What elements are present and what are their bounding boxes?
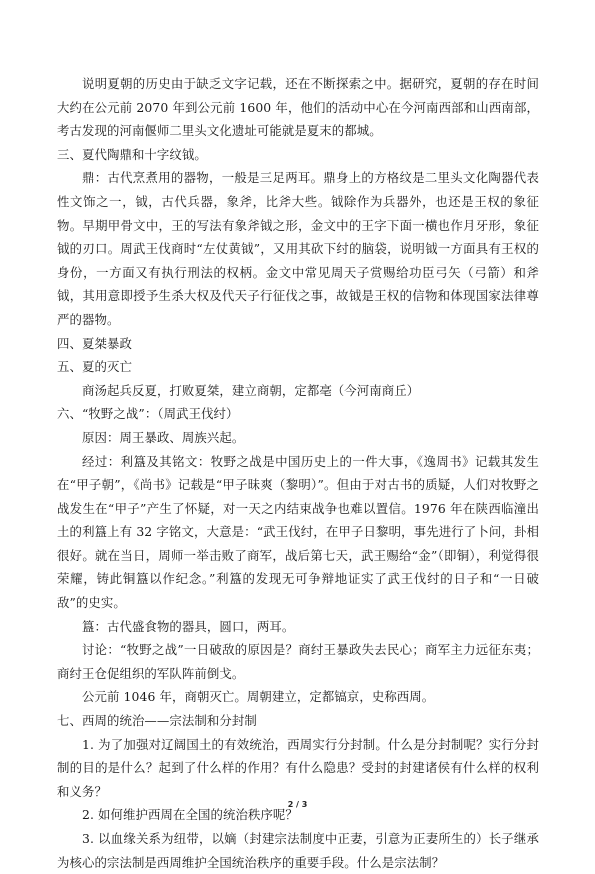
- section-heading-4: 四、夏桀暴政: [57, 335, 132, 351]
- page-number: 2 / 3: [287, 800, 308, 809]
- paragraph-xia-history: 说明夏朝的历史由于缺乏文字记载，还在不断探索之中。据研究，夏朝的存在时间大约在公元前 2070 年到公元前 1600 年，他们的活动中心在今河南西部和山西南部，考古发现的河南偃师二里头文化遗址可能就是夏末的都城。: [57, 76, 539, 139]
- section-heading-5: 五、夏的灭亡: [57, 359, 132, 375]
- paragraph-shang-tang: 商汤起兵反夏，打败夏桀，建立商朝，定都亳（今河南商丘）: [82, 382, 420, 398]
- section-heading-3: 三、夏代陶鼎和十字纹钺。: [57, 146, 207, 162]
- section-heading-7: 七、西周的统治——宗法制和分封制: [57, 713, 257, 729]
- section-heading-6: 六、“牧野之战”：（周武王伐纣）: [57, 406, 239, 422]
- paragraph-question-2: 2. 如何维护西周在全国的统治秩序呢？: [82, 807, 298, 823]
- paragraph-gui: 簋：古代盛食物的器具，圆口，两耳。: [82, 618, 295, 634]
- paragraph-shang-fall: 公元前 1046 年，商朝灭亡。周朝建立，定都镐京，史称西周。: [82, 689, 435, 705]
- paragraph-process: 经过：利簋及其铭文：牧野之战是中国历史上的一件大事，《逸周书》记载其发生在“甲子朝”，《尚书》记载是“甲子昧爽（黎明）”。但由于对古书的质疑，人们对牧野之战发生在“甲子”产生了怀疑，对一天之内结束战争也难以置信。1976 年在陕西临潼出土的利簋上有 32 字铭文，大意是：“武王伐纣，在甲子日黎明，事先进行了卜问，卦相很好。就在当日，周师一举击败了商军，战后第七天，武王赐给“金”（即铜），利觉得很荣耀，铸此铜簋以作纪念。”利簋的发现无可争辩地证实了武王伐纣的日子和“一日破敌”的史实。: [57, 453, 539, 611]
- paragraph-question-1: 1. 为了加强对辽阔国土的有效统治，西周实行分封制。什么是分封制呢？实行分封制的目的是什么？起到了什么样的作用？有什么隐患？受封的封建诸侯有什么样的权利和义务？: [57, 736, 539, 799]
- paragraph-question-3: 3. 以血缘关系为纽带，以嫡（封建宗法制度中正妻，引意为正妻所生的）长子继承为核心的宗法制是西周维护全国统治秩序的重要手段。什么是宗法制？: [57, 831, 539, 870]
- paragraph-reason: 原因：周王暴政、周族兴起。: [82, 429, 245, 445]
- document-body: [57, 72, 539, 874]
- paragraph-discussion: 讨论：“牧野之战”一日破敌的原因是？商纣王暴政失去民心；商军主力远征东夷；商纣王仓促组织的军队阵前倒戈。: [57, 642, 539, 681]
- paragraph-ding-yue: 鼎：古代烹煮用的器物，一般是三足两耳。鼎身上的方格纹是二里头文化陶器代表性文饰之一，钺，古代兵器，象斧，比斧大些。钺除作为兵器外，也还是王权的象征物。早期甲骨文中，王的写法有象斧钺之形，金文中的王字下面一横也作月牙形，象征钺的刃口。周武王伐商时“左仗黄钺”，又用其砍下纣的脑袋，说明钺一方面具有王权的身份，一方面又有执行刑法的权柄。金文中常见周天子赏赐给功臣弓矢（弓箭）和斧钺，其用意即授予生杀大权及代天子行征伐之事，故钺是王权的信物和体现国家法律尊严的器物。: [57, 170, 539, 327]
